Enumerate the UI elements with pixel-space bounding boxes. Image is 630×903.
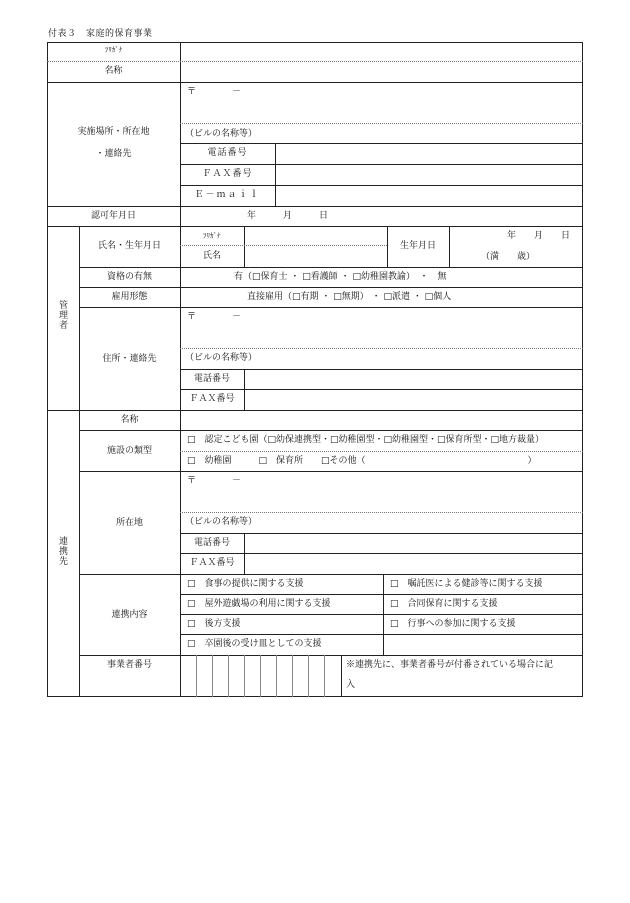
- building-name-label: （ビルの名称等）: [185, 129, 258, 139]
- approval-date: 年 月 日: [247, 211, 329, 221]
- manager-employ-text[interactable]: 直接雇用（□有期 ・ □無期） ・ □派遣 ・ □個人: [247, 292, 452, 302]
- manager-qual-label: 資格の有無: [106, 272, 152, 282]
- manager-dob-date: 年 月 日: [507, 231, 571, 241]
- manager-address-field[interactable]: [181, 327, 582, 347]
- partner-type-line-1[interactable]: □ 認定こども園（□幼保連携型・□幼稚園型・□幼稚園型・□保育所型・□地方裁量）: [187, 435, 545, 445]
- business-no-boxes[interactable]: [180, 655, 340, 697]
- manager-address-label: 住所・連絡先: [102, 354, 157, 364]
- facility-address-field[interactable]: [181, 102, 582, 122]
- content-item-meals[interactable]: □ 食事の提供に関する支援: [187, 579, 304, 589]
- postal-mark: 〒 －: [187, 87, 242, 97]
- manager-phone-field[interactable]: [245, 370, 582, 389]
- application-form: [47, 42, 583, 697]
- facility-phone-field[interactable]: [276, 144, 582, 164]
- partner-fax-label: ＦＡＸ番号: [189, 558, 235, 568]
- manager-dob-age: （満 歳）: [481, 252, 536, 262]
- partner-type-line-2[interactable]: □ 幼稚園 □ 保育所 □その他（ ）: [187, 456, 537, 466]
- manager-qual-text[interactable]: 有（□保育士 ・ □看護師 ・ □幼稚園教諭） ・ 無: [234, 272, 447, 282]
- content-item-backup-support[interactable]: □ 後方支援: [187, 619, 241, 629]
- manager-phone-label: 電話番号: [193, 374, 230, 384]
- name-label: 名称: [104, 66, 123, 76]
- phone-label: 電話番号: [207, 148, 248, 158]
- content-item-joint-childcare[interactable]: □ 合同保育に関する支援: [390, 599, 498, 609]
- manager-building-name-label: （ビルの名称等）: [185, 353, 258, 363]
- content-item-outdoor-play[interactable]: □ 屋外遊戯場の利用に関する支援: [187, 599, 331, 609]
- partner-type-label: 施設の類型: [106, 446, 152, 456]
- partner-phone-label: 電話番号: [193, 538, 230, 548]
- partner-phone-field[interactable]: [245, 534, 582, 553]
- facility-email-field[interactable]: [276, 186, 582, 206]
- manager-furigana-label: ﾌﾘｶﾞﾅ: [203, 232, 221, 240]
- content-item-health-check[interactable]: □ 嘱託医による健診等に関する支援: [390, 579, 543, 589]
- partner-name-label: 名称: [120, 415, 139, 425]
- manager-fax-label: ＦＡＸ番号: [189, 394, 235, 404]
- facility-fax-field[interactable]: [276, 165, 582, 185]
- location-label-1: 実施場所・所在地: [77, 127, 150, 137]
- content-item-after-graduation[interactable]: □ 卒園後の受け皿としての支援: [187, 639, 322, 649]
- business-no-label: 事業者番号: [106, 660, 152, 670]
- partner-address-field[interactable]: [181, 491, 582, 511]
- approval-label: 認可年月日: [90, 211, 136, 221]
- page-title: 付表３ 家庭的保育事業: [48, 29, 153, 39]
- manager-group-label: 管理者: [57, 300, 67, 330]
- partner-name-field[interactable]: [181, 411, 582, 429]
- furigana-label: ﾌﾘｶﾞﾅ: [104, 46, 123, 54]
- fax-label: ＦＡＸ番号: [202, 169, 253, 179]
- manager-dob-label: 生年月日: [399, 241, 436, 251]
- manager-employ-label: 雇用形態: [111, 292, 148, 302]
- manager-name-field[interactable]: [245, 227, 386, 266]
- partner-building-name-label: （ビルの名称等）: [185, 517, 258, 527]
- manager-name-dob-label: 氏名・生年月日: [97, 241, 161, 251]
- business-no-note-1: ※連携先に、事業者番号が付番されている場合に記: [346, 660, 554, 670]
- content-item-events[interactable]: □ 行事への参加に関する支援: [390, 619, 516, 629]
- location-label-2: ・連絡先: [95, 149, 132, 159]
- facility-name-field[interactable]: [181, 62, 582, 82]
- partner-location-label: 所在地: [115, 518, 143, 528]
- manager-shimei-label: 氏名: [202, 251, 221, 261]
- manager-postal-mark: 〒 －: [187, 312, 242, 322]
- email-label: Ｅ－ｍａｉｌ: [194, 190, 261, 200]
- manager-fax-field[interactable]: [245, 390, 582, 409]
- business-no-note-2: 入: [346, 680, 356, 690]
- partner-postal-mark: 〒 －: [187, 476, 242, 486]
- partner-fax-field[interactable]: [245, 554, 582, 573]
- partner-content-label: 連携内容: [111, 610, 148, 620]
- partner-group-label: 連携先: [57, 536, 67, 566]
